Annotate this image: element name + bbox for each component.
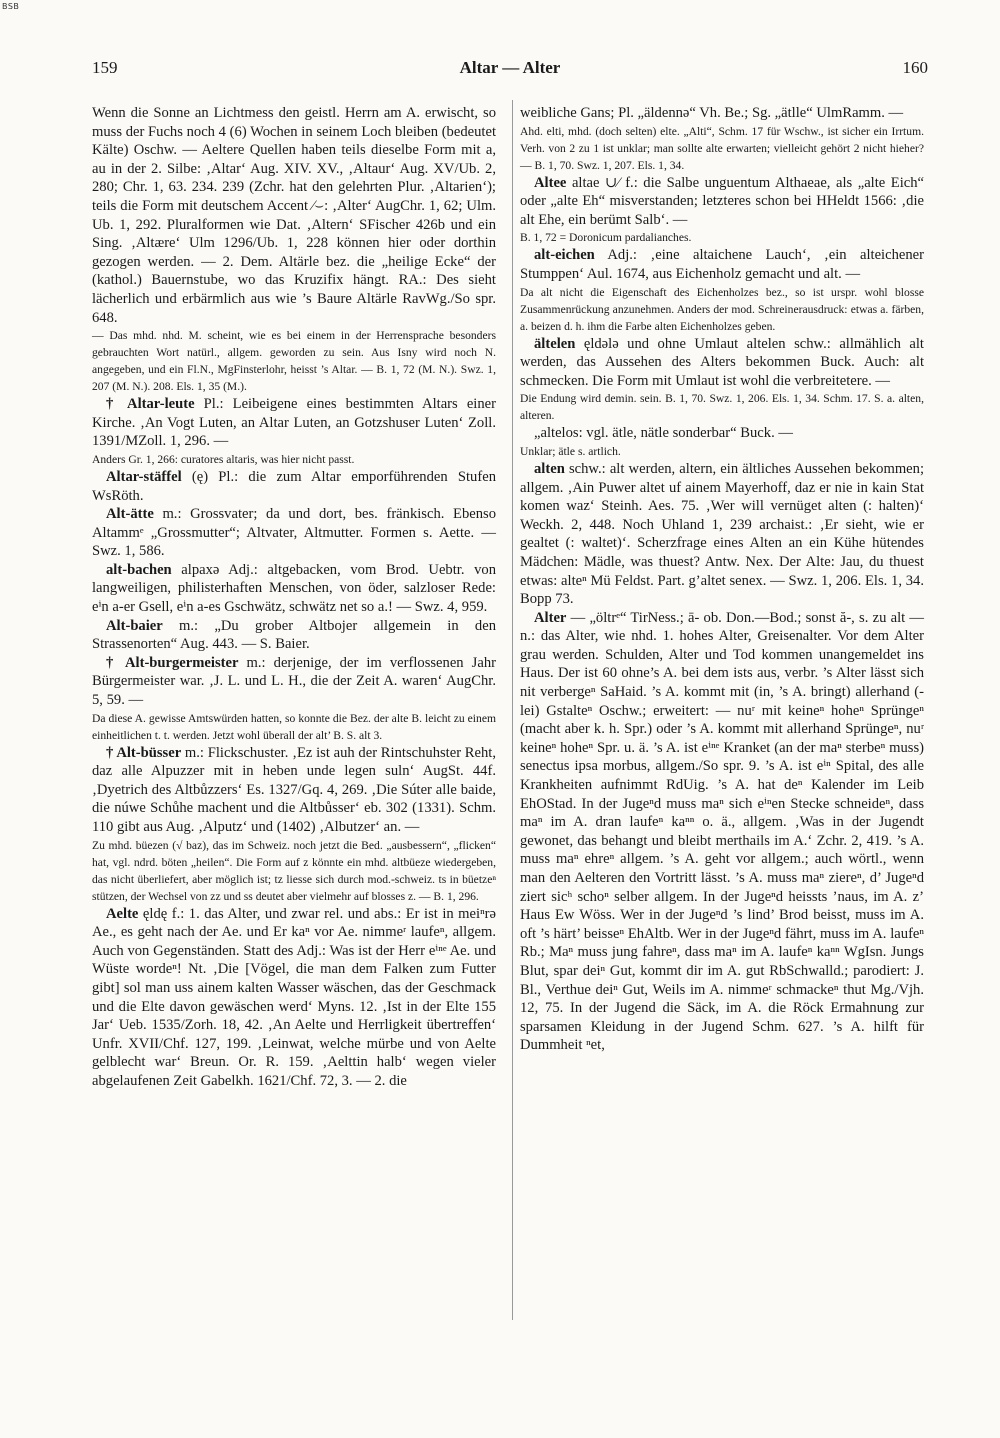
page-number-left: 159 [92,58,118,77]
entry-text: B. 1, 72 = Doronicum pardalianches. [520,231,692,245]
headword: alten [534,460,565,477]
entry-paragraph [92,744,496,837]
note-paragraph [92,710,496,744]
left-column [92,104,496,1091]
entry-paragraph [520,424,924,443]
note-paragraph [92,451,496,468]
entry-text: Da alt nicht die Eigenschaft des Eichenholzes bez., so ist urspr. wohl blosse Zusammenrückung anzunehmen. Anders der mod. Schreinerausdruck: etwas a. färben, a. beizen d. h. ihm die Farbe alten Eichenholzes geben. [520,285,924,333]
entry-paragraph [92,505,496,561]
right-column [520,104,924,1055]
headword: Alt-ätte [106,506,154,523]
entry-text: Ahd. elti, mhd. (doch selten) elte. „Alti“, Schm. 17 für Wschw., ist sicher ein Irrtum. Verh. von 2 zu 1 ist unklar; man sollte alte erwarten; vielleicht gehört 2 nicht hieher? — B. 1, 70. Swz. 1, 207. Els. 1, 34. [520,124,924,172]
entry-paragraph [520,174,924,230]
headword: ältelen [534,335,576,352]
entry-text: Unklar; ätle s. artlich. [520,444,621,458]
entry-paragraph [520,246,924,283]
entry-paragraph [92,561,496,617]
entry-text: Wenn die Sonne an Lichtmess den geistl. Herrn am A. erwischt, so muss der Fuchs noch 4 (6) Wochen in seinem Loch bleiben (bedeutet Kälte) Oschw. — Aeltere Quellen haben teils dieselbe Form mit a, au in der 2. Silbe: ‚Altar‘ Aug. XIV. XV., ‚Altaur‘ Aug. XV/Ub. 2, 280; Chr. 1, 63. 234. 239 (Zchr. hat den gelehrten Plur. ‚Altarien‘); teils die Form mit deutschem Accent ∕⌣: ‚Alter‘ AugChr. 1, 62; Ulm. Ub. 1, 292. Pluralformen wie Dat. ‚Altern‘ SFischer 426b und ein Sing. ‚Altære‘ Ulm 1296/Ub. 1, 228 können hier oder dorthin gezogen werden. — 2. Dem. Altärle bez. die „heilige Ecke“ der (kathol.) Bauernstube, wo das Kruzifix hängt. RA.: Des sieht lächerlich und erbärmlich aus wie ’s Baure Altärle RavWg./So spr. 648. [92,105,496,326]
entry-text: schw.: alt werden, altern, ein ältliches Aussehen bekommen; allgem. ‚Ain Puwer altet uf ainem Mayerhoff, daz er nie in kain Stat komen waz‘ Steinh. Aes. 75. ‚Wer will vernüget alten (: halten)‘ Weckh. 2, 448. Noch Uhland 1, 239 archaist.: ‚Er sieht, wie er gealtet (: waltet)‘. Scherzfrage eines Alten an ein Kühe hütendes Mädchen: Mädle, was thuest? Antw. Nex. Der Alte: Jau, du thuest etwas: alteⁿ Mü Feldst. Part. g’altet senex. — Swz. 1, 206. Els. 1, 34. Bopp 73. [520,460,924,608]
headword: Alter [534,609,567,626]
entry-paragraph [92,905,496,1091]
entry-paragraph [92,395,496,451]
entry-paragraph [92,104,496,327]
entry-text: Adj.: ‚eine altaichene Lauch‘, ‚ein alteichener Stumppen‘ Aul. 1674, aus Eichenholz gemacht und alt. — [520,247,924,282]
page-number-right: 160 [902,58,928,77]
entry-paragraph [92,468,496,505]
library-mark: BSB [2,2,20,11]
headword: † Alt-büsser [106,744,182,761]
entry-text: ęldələ und ohne Umlaut altelen schw.: allmählich alt werden, das Aussehen des Alters bekommen Buck. Auch: alt schmecken. Die Form mit Umlaut ist wohl die verbreitetere. — [520,335,924,389]
note-paragraph [92,837,496,905]
entry-paragraph [520,460,924,609]
entry-paragraph [520,104,924,123]
entry-paragraph [92,617,496,654]
entry-text: Da diese A. gewisse Amtswürden hatten, so konnte die Bez. der alte B. leicht zu einem einheitlichen t. t. werden. Jetzt wohl überall der alt’ B. S. alt 3. [92,711,496,742]
entry-text: — „öltrᵉ“ TirNess.; ā- ob. Don.—Bod.; sonst ă-, s. zu alt — n.: das Alter, wie nhd. 1. hohes Alter, Greisenalter. Vor dem Alter grau werden. Schulden, Alter und Tod kommen unangemeldet ins Haus. Der ist 60 ohne’s A. bei dem ists aus, verbr. ’s Alter lässt sich nit verbergeⁿ SaHaid. ’s A. kommt mit (in, ’s A. bringt) allerhand (-lei) Gstalteⁿ Oschw.; erweitert: — nuʳ mit keineⁿ hoheⁿ Sprüngeⁿ (macht aber k. h. Spr.) oder ’s A. kommt mit allerhand Sprüngeⁿ, nuʳ keineⁿ hoheⁿ Spr. u. ä. ’s A. ist eⁱⁿᵉ Kranket (an der maⁿ sterbeⁿ muss) senectus ipsa morbus, allgem./So spr. 9. ’s A. ist eⁱⁿ Spital, des alle Krankheiten aufnimmt RdUig. ’s A. hat deⁿ Kalender im Leib EhOStad. In der Jugeⁿd muss maⁿ sich eⁱⁿen Stecke schneideⁿ, dass maⁿ im A. dran laufeⁿ kaⁿⁿ o. ä., allgem. ‚Was in der Jugendt gewonet, das behangt und bleibt merthails im A.‘ Zchr. 2, 419. ’s A. muss maⁿ ehreⁿ allgem. ’s A. geht vor allgem.; auch wörtl., wenn man den Aelteren den Vortritt lässt. ’s A. muss maⁿ ziereⁿ, d’ Jugeⁿd ziert sicʰ schoⁿ selber allgem. In der Jugeⁿd heissts ’naus, im A. z’ Haus Ew Wöss. Wer in der Jugeⁿd ’s lind’ Brod beisst, muss im A. oft ’s härt’ beisseⁿ EhAltb. Wer in der Jugeⁿd fährt, muss im A. laufeⁿ Rb.; Maⁿ muss jung fahreⁿ, dass maⁿ im A. laufeⁿ kaⁿⁿ WgIsn. Jungs Blut, spar deiⁿ Gut, kommt dir im A. gut RbSchwalld.; parodiert: J. Bl., Verthue deiⁿ Gut, Weils im A. nimmeʳ schmackeⁿ thut Mg./Vjh. 12, 75. In der Jugend die Säck, im A. die Röck Ermahnung zur sparsamen Kleidung in der Jugend Schm. 627. ’s A. hilft für Dummheit ⁿet, [520,609,924,1054]
entry-text: m.: Grossvater; da und dort, bes. fränkisch. Ebenso Altammᵉ „Grossmutter“; Altvater, Altmutter. Formen s. Aette. — Swz. 1, 586. [92,506,496,560]
headword: Altee [534,174,567,191]
note-paragraph [92,327,496,395]
entry-text: — Das mhd. nhd. M. scheint, wie es bei einem in der Herrensprache besonders gebrauchten Wort natürl., allgem. geworden zu sein. Aus Isny wird noch N. angegeben, und ein Fl.N., MgFinsterlohr, heisst ’s Altar. — B. 1, 72 (M. N.). Swz. 1, 207 (M. N.). 208. Els. 1, 35 (M.). [92,329,496,394]
entry-text: Zu mhd. büezen (√ baz), das im Schweiz. noch jetzt die Bed. „ausbessern“, „flicken“ hat, vgl. ndrd. böten „heilen“. Die Form auf z könnte ein mhd. altbüeze wiedergeben, das nicht überliefert, aber möglich ist; tz liesse sich durch mod.-schweiz. ts in büetzeⁿ stützen, der Wechsel von zz und ss deutet aber vielmehr auf blosses z. — B. 1, 296. [92,838,496,903]
entry-text: m.: Flickschuster. ‚Ez ist auh der Rintschuhster Reht, daz alle Alpuzzer mit in heben unde legen suln‘ AugSt. 44f. ‚Dyetrich des Altbůzzers‘ Es. 1327/Gq. 4, 269. ‚Die Súter alle baide, die núwe Schůhe machent und die Altbůsser‘ eb. 302 (1331). Schm. 110 gibt aus Aug. ‚Alputz‘ und (1402) ‚Albutzer‘ an. — [92,744,497,835]
entry-text: m.: „Du grober Altbojer allgemein in den Strassenorten“ Aug. 443. — S. Baier. [92,617,496,653]
entry-text: m.: derjenige, der im verflossenen Jahr Bürgermeister war. ‚J. L. und L. H., die der Zeit A. waren‘ AugChr. 5, 59. — [92,654,496,709]
entry-text: (ę) Pl.: die zum Altar emporführenden Stufen WsRöth. [92,468,496,504]
entry-text: altae ∪∕ f.: die Salbe unguentum Althaeae, als „alte Eich“ oder „alte Eh“ misverstanden; letzteres schon bei HHeldt 1566: ‚die alt Ehe, ein berümt Salb‘. — [520,174,924,228]
headword: alt-eichen [534,247,595,264]
running-title: Altar — Alter [459,58,561,77]
headword: Altar-stäffel [106,468,182,485]
entry-paragraph [92,654,496,710]
note-paragraph [520,443,924,460]
headword: † Alt-burgermeister [106,654,239,671]
note-paragraph [520,284,924,335]
headword: alt-bachen [106,561,172,578]
entry-text: Pl.: Leibeigene eines bestimmten Altars einer Kirche. ‚An Vogt Luten, an Altar Luten, an Gotzshuser Luten‘ Zoll. 1391/MZoll. 1, 296. — [92,396,496,450]
entry-text: alpaxə Adj.: altgebacken, vom Brod. Uebtr. von langweiligen, philisterhaften Menschen, von öder, salzloser Rede: eⁱn a-er Gsell, eⁱn a-es Gschwätz, schwätz net so a.! — Swz. 4, 959. [92,561,496,616]
entry-text: ęldę f.: 1. das Alter, und zwar rel. und abs.: Er ist in meiⁿrə Ae., es geht nach der Ae. und Er kaⁿ vor Ae. nimmeʳ laufeⁿ, allgem. Auch von Gegenständen. Statt des Adj.: Was ist der Herr eⁱⁿᵉ Ae. und Wüste wordeⁿ! Nt. ‚Die [Vögel, die man dem Falken zum Futter gibt] sol man uss ainem kalten Wasser wäschen, das der Geschmack und die Elte davon gewäschen werd‘ Myns. 12. ‚Ist in der Elte 155 Jar‘ Ueb. 1535/Zorh. 18, 42. ‚An Aelte und Herrligkeit übertreffen‘ Unfr. XVII/Chf. 127, 199. ‚Leinwat, welche mürbe und von Aelte gelblecht war‘ Breun. Or. R. 159. ‚Aelttin halb‘ wegen vieler abgelaufenen Zeit Gabelkh. 1621/Chf. 72, 3. — 2. die [92,905,496,1089]
entry-paragraph [520,335,924,391]
entry-paragraph [520,609,924,1055]
entry-text: Anders Gr. 1, 266: curatores altaris, was hier nicht passt. [92,452,355,466]
entry-text: weibliche Gans; Pl. „äldennə“ Vh. Be.; Sg. „ätlle“ UlmRamm. — [520,105,904,121]
note-paragraph [520,229,924,246]
headword: Alt-baier [106,617,163,634]
column-divider [512,100,513,1320]
entry-text: Die Endung wird demin. sein. B. 1, 70. Swz. 1, 206. Els. 1, 34. Schm. 17. S. a. alten, alteren. [520,392,924,423]
note-paragraph [520,390,924,424]
entry-text: „altelos: vgl. ätle, nätle sonderbar“ Buck. — [534,425,793,442]
headword: † Altar-leute [106,396,195,413]
headword: Aelte [106,905,139,922]
note-paragraph [520,123,924,174]
page-header [88,58,932,86]
